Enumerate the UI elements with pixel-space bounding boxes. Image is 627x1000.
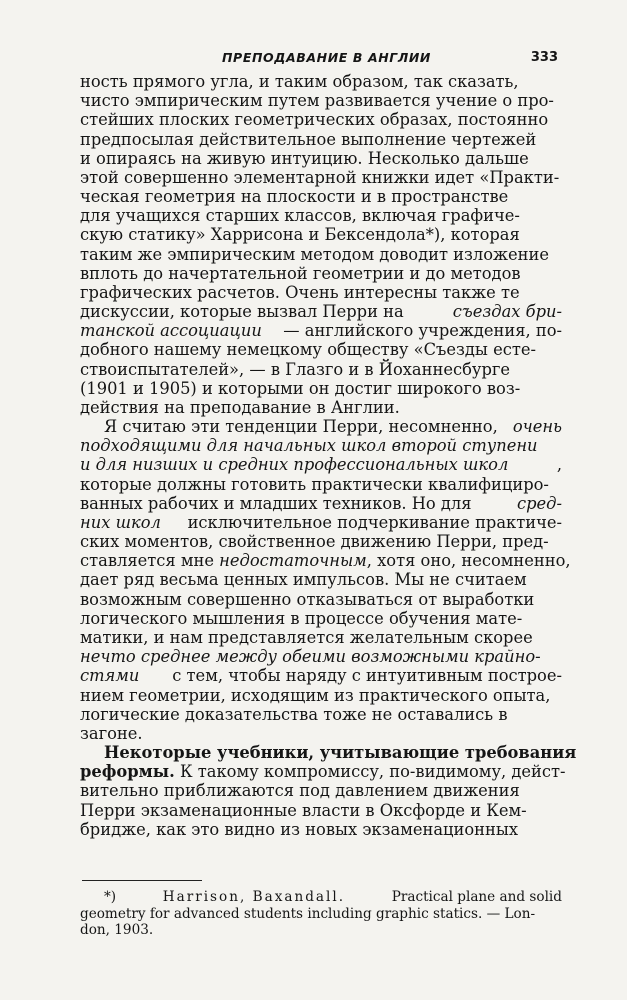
text-line: возможным совершенно отказываться от выработки: [80, 589, 535, 609]
emphasis-text: съездах бри-: [452, 302, 562, 322]
section-heading: Некоторые учебники, учитывающие требования: [104, 743, 577, 763]
text-line: ствоиспытателей», — в Глазго и в Йоханнесбурге: [80, 359, 511, 379]
text-line: предпосылая действительное выполнение чертежей: [80, 129, 537, 149]
text-line: чисто эмпирическим путем развивается учение о про-: [80, 91, 554, 111]
section-heading: реформы.: [80, 762, 175, 782]
text-line: добного нашему немецкому обществу «Съезды есте-: [80, 340, 536, 360]
text-line: ских моментов, свойственное движению Перри, пред-: [80, 532, 549, 552]
text-line: ность прямого угла, и таким образом, так сказать,: [80, 72, 519, 91]
emphasis-text: нечто среднее между обеими возможными крайно-: [80, 647, 541, 667]
text-line: стями с тем, чтобы наряду с интуитивным построе-: [80, 666, 562, 686]
text-line: для учащихся старших классов, включая графиче-: [80, 206, 520, 226]
text-line: вительно приближаются под давлением движения: [80, 781, 520, 801]
text-line: танской ассоциации — английского учреждения, по-: [80, 321, 562, 341]
text-line: логические доказательства тоже не оставались в: [80, 704, 508, 724]
emphasis-text: недостаточным: [219, 551, 367, 571]
text-line: вплоть до начертательной геометрии и до методов: [80, 263, 521, 283]
emphasis-text: танской ассоциации: [80, 321, 262, 341]
emphasis-text: подходящими для начальных школ второй ступени: [80, 436, 538, 456]
page-number: 333: [530, 50, 558, 65]
text-line: таким же эмпирическим методом доводит изложение: [80, 244, 549, 264]
emphasis-text: них школ: [80, 512, 161, 532]
text-line: бридже, как это видно из новых экзаменационных: [80, 819, 519, 839]
text-line: дает ряд весьма ценных импульсов. Мы не считаем: [80, 570, 527, 590]
text-line: дискуссии, которые вызвал Перри на съездах бри-: [80, 302, 562, 322]
text-line: [80, 647, 562, 666]
text-line: и для низших и средних профессиональных школ ,: [80, 455, 562, 475]
running-header: [82, 50, 560, 70]
emphasis-text: сред-: [517, 493, 562, 513]
footnote-line: don, 1903.: [80, 922, 154, 938]
text-line: и опираясь на живую интуицию. Несколько дальше: [80, 148, 529, 168]
text-line: [80, 436, 562, 455]
running-head-title: ПРЕПОДАВАНИЕ В АНГЛИИ: [222, 50, 431, 65]
text-line: стейших плоских геометрических образах, постоянно: [80, 110, 549, 130]
emphasis-text: стями: [80, 666, 140, 686]
text-line: графических расчетов. Очень интересны также те: [80, 282, 520, 302]
footnote-line: geometry for advanced students including graphic statics. — Lon-: [80, 905, 536, 922]
emphasis-text: очень: [512, 417, 562, 437]
text-line: действия на преподавание в Англии.: [80, 397, 400, 417]
main-text: [80, 72, 577, 839]
emphasis-text: и для низших и средних профессиональных школ: [80, 455, 509, 475]
text-line: ванных рабочих и младших техников. Но для сред-: [80, 493, 562, 513]
text-line: ставляется мне недостаточным , хотя оно, несомненно,: [80, 551, 571, 571]
text-line: нием геометрии, исходящим из практического опыта,: [80, 685, 551, 705]
footnote-line: *) Harrison, Baxandall. Practical plane and solid: [104, 889, 562, 905]
text-line: [80, 743, 577, 763]
text-line: (1901 и 1905) и которыми он достиг широкого воз-: [80, 378, 521, 398]
footnote-authors: Harrison, Baxandall.: [162, 889, 346, 905]
footnote: [80, 889, 562, 939]
text-line: Я считаю эти тенденции Перри, несомненно, очень: [104, 417, 562, 437]
text-line: этой совершенно элементарной книжки идет «Практи-: [80, 167, 560, 187]
text-line: скую статику» Харрисона и Бексендола*), которая: [80, 225, 520, 245]
text-line: которые должны готовить практически квалифициро-: [80, 474, 549, 494]
text-line: матики, и нам представляется желательным скорее: [80, 627, 533, 647]
footnote-divider: [82, 880, 202, 881]
text-line: них школ исключительное подчеркивание практиче-: [80, 512, 562, 532]
text-line: ческая геометрия на плоскости и в пространстве: [80, 187, 509, 207]
text-line: реформы. К такому компромиссу, по-видимому, дейст-: [80, 762, 566, 782]
text-line: Перри экзаменационные власти в Оксфорде и Кем-: [80, 800, 527, 820]
text-line: логического мышления в процессе обучения мате-: [80, 608, 523, 628]
text-line: загоне.: [80, 723, 143, 743]
